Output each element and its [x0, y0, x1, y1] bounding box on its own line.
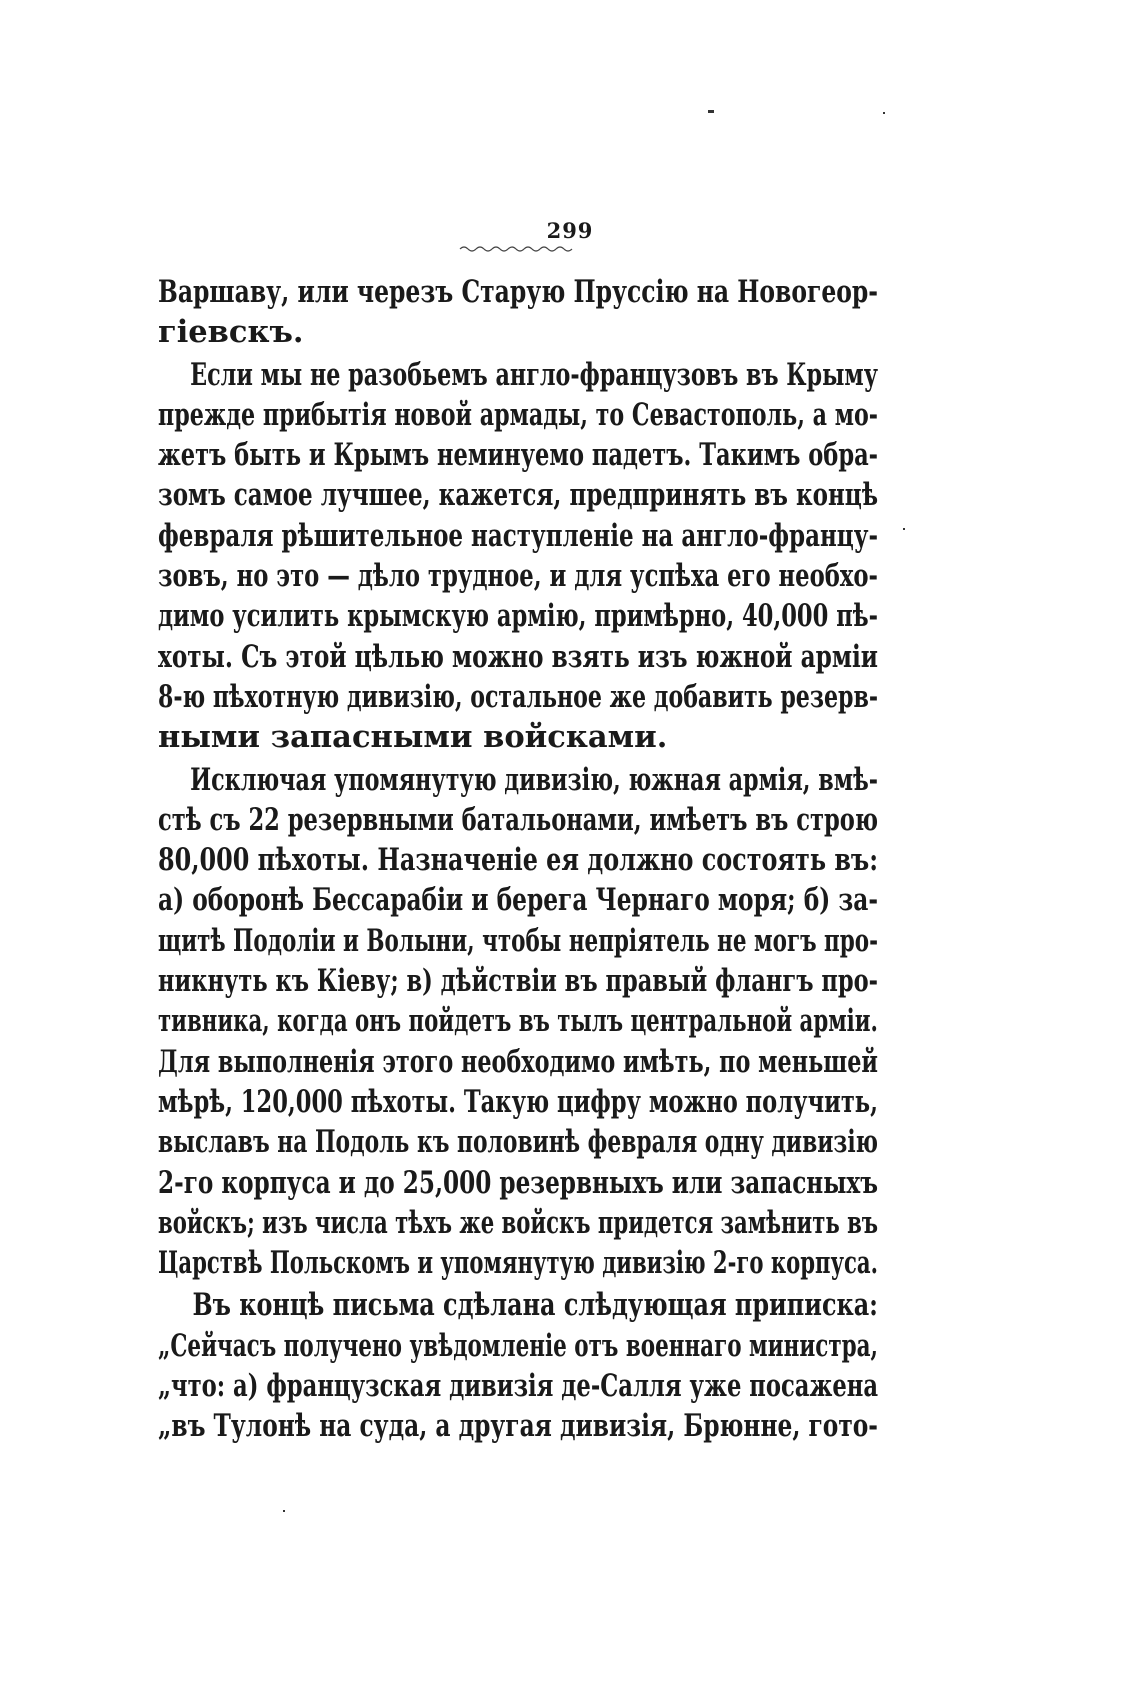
- paragraph: [158, 1285, 878, 1446]
- paragraph: [158, 760, 878, 1284]
- paragraph: [158, 355, 878, 758]
- text-line: щитѣ Подоліи и Волыни, чтобы непріятель не могъ про-: [158, 922, 879, 959]
- text-line: Если мы не разобьемъ англо-французовъ въ Крыму: [190, 356, 879, 393]
- text-line: Въ концѣ письма сдѣлана слѣдующая приписка:: [192, 1287, 879, 1324]
- text-line: мѣрѣ, 120,000 пѣхоты. Такую цифру можно получить,: [158, 1083, 878, 1120]
- text-line: 80,000 пѣхоты. Назначеніе ея должно состоять въ:: [158, 842, 879, 879]
- text-line: зомъ самое лучшее, кажется, предпринять въ концѣ: [158, 477, 879, 514]
- text-line: зовъ, но это — дѣло трудное, и для успѣха его необхо-: [158, 558, 878, 595]
- text-line: Царствѣ Польскомъ и упомянутую дивизію 2-го корпуса.: [158, 1245, 878, 1282]
- page-number-ornament: [458, 243, 578, 253]
- text-line: войскъ; изъ числа тѣхъ же войскъ придется замѣнить въ: [158, 1204, 879, 1241]
- print-speck: [283, 1510, 285, 1512]
- text-line: хоты. Съ этой цѣлью можно взять изъ южной арміи: [158, 638, 878, 675]
- text-line: 2-го корпуса и до 25,000 резервныхъ или запасныхъ: [158, 1164, 878, 1201]
- page-number: 299: [546, 218, 594, 243]
- text-line: „Сейчасъ получено увѣдомленіе отъ военнаго министра,: [158, 1327, 879, 1364]
- text-line: „что: а) французская дивизія де-Салля уже посажена: [158, 1368, 879, 1405]
- text-line: стѣ съ 22 резервными батальонами, имѣетъ въ строю: [158, 801, 879, 838]
- text-line: „въ Тулонѣ на суда, а другая дивизія, Брюнне, гото-: [158, 1408, 878, 1445]
- print-speck: [708, 110, 714, 113]
- text-line: тивника, когда онъ пойдетъ въ тылъ центральной арміи.: [158, 1003, 878, 1040]
- text-line: гіевскъ.: [158, 314, 304, 351]
- text-line: Варшаву, или черезъ Старую Пруссію на Новогеор-: [158, 274, 879, 310]
- paragraph: [158, 272, 878, 353]
- print-speck: [883, 112, 885, 114]
- text-line: никнуть къ Кіеву; в) дѣйствіи въ правый флангъ про-: [158, 963, 878, 1000]
- text-line: а) оборонѣ Бессарабіи и берега Чернаго моря; б) за-: [158, 882, 878, 919]
- text-line: димо усилить крымскую армію, примѣрно, 40,000 пѣ-: [158, 598, 878, 635]
- text-line: ными запасными войсками.: [158, 719, 668, 756]
- text-line: 8-ю пѣхотную дивизію, остальное же добавить резерв-: [158, 678, 878, 715]
- text-line: Для выполненія этого необходимо имѣть, по меньшей: [158, 1043, 878, 1080]
- text-line: выславъ на Подоль къ половинѣ февраля одну дивизію: [158, 1124, 879, 1161]
- text-line: Исключая упомянутую дивизію, южная армія, вмѣ-: [190, 761, 878, 798]
- print-speck: [903, 528, 905, 530]
- text-line: февраля рѣшительное наступленіе на англо-францу-: [158, 517, 879, 554]
- text-line: прежде прибытія новой армады, то Севастополь, а мо-: [158, 396, 879, 433]
- text-line: жетъ быть и Крымъ неминуемо падетъ. Такимъ обра-: [158, 437, 879, 474]
- body-text: [158, 272, 878, 1447]
